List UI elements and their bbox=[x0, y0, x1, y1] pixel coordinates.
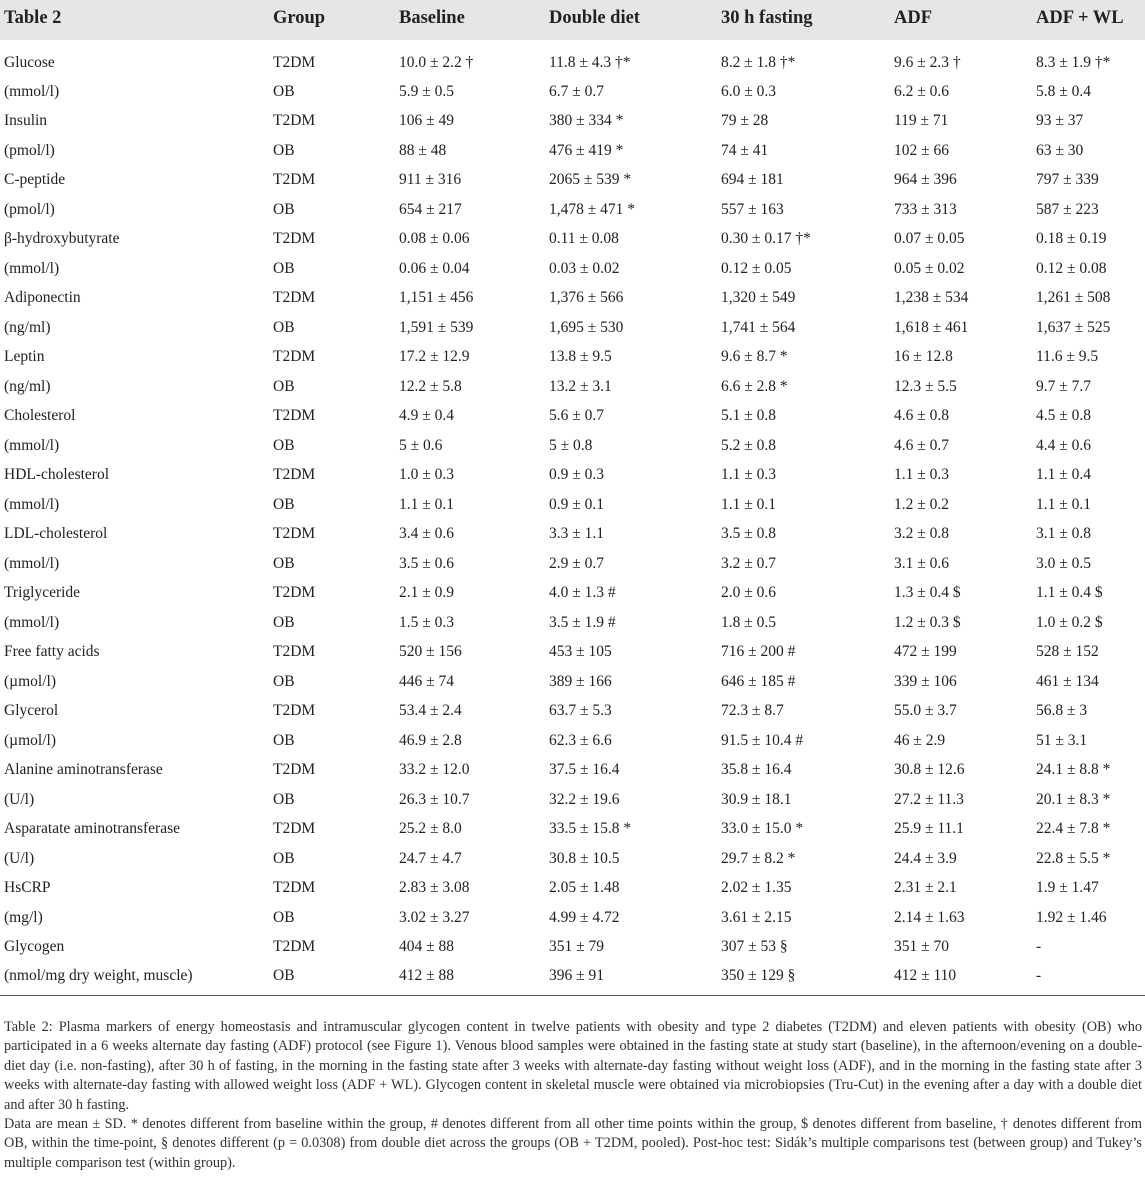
caption-description-text: Table 2: Plasma markers of energy homeostasis and intramuscular glycogen content in twelve patients with obesity and type 2 diabetes (T2DM) and eleven patients with obesity (OB) who participated in a 6 weeks alternate day fasting (ADF) protocol (see Figure 1). Venous blood samples were obtained in the fasting state at study start (baseline), in the afternoon/evening on a double-diet day (i.e. non-fasting), after 30 h of fasting, in the morning in the fasting state after 3 weeks with alternate-day fasting without weight loss (ADF), and in the morning in the fasting state after 3 weeks with alternate-day fasting with allowed weight loss (ADF + WL). Glycogen content in skeletal muscle were obtained via microbiopsies (Tru-Cut) in the evening after a day with a double diet and after 30 h fasting. bbox=[4, 1019, 1142, 1113]
adf-wl-cell: 3.0 ± 0.5 bbox=[1036, 554, 1092, 572]
table-row bbox=[0, 903, 1145, 933]
double-diet-cell: 2.05 ± 1.48 bbox=[549, 879, 620, 897]
marker-cell: Leptin bbox=[4, 348, 45, 366]
adf-cell: 3.2 ± 0.8 bbox=[894, 525, 950, 543]
table-row bbox=[0, 40, 1145, 77]
double-diet-cell: 3.5 ± 1.9 # bbox=[549, 613, 616, 631]
adf-cell: 472 ± 199 bbox=[894, 643, 957, 661]
double-diet-cell: 4.0 ± 1.3 # bbox=[549, 584, 616, 602]
table-row bbox=[0, 431, 1145, 461]
fasting-30h-cell: 79 ± 28 bbox=[721, 112, 769, 130]
baseline-cell: 1,151 ± 456 bbox=[399, 289, 474, 307]
double-diet-cell: 11.8 ± 4.3 †* bbox=[549, 53, 631, 71]
adf-wl-cell: 11.6 ± 9.5 bbox=[1036, 348, 1099, 366]
baseline-cell: 46.9 ± 2.8 bbox=[399, 731, 462, 749]
marker-cell: Glycogen bbox=[4, 938, 65, 956]
table-header-row bbox=[0, 0, 1145, 40]
table-row bbox=[0, 107, 1145, 137]
fasting-30h-cell: 30.9 ± 18.1 bbox=[721, 790, 792, 808]
table-row bbox=[0, 77, 1145, 107]
fasting-30h-cell: 716 ± 200 # bbox=[721, 643, 796, 661]
header-double-diet: Double diet bbox=[549, 8, 640, 28]
double-diet-cell: 3.3 ± 1.1 bbox=[549, 525, 605, 543]
group-cell: T2DM bbox=[273, 289, 316, 307]
double-diet-cell: 37.5 ± 16.4 bbox=[549, 761, 620, 779]
group-cell: OB bbox=[273, 141, 295, 159]
double-diet-cell: 476 ± 419 * bbox=[549, 141, 624, 159]
group-cell: T2DM bbox=[273, 112, 316, 130]
adf-wl-cell: 0.12 ± 0.08 bbox=[1036, 259, 1107, 277]
double-diet-cell: 1,376 ± 566 bbox=[549, 289, 624, 307]
adf-cell: 2.14 ± 1.63 bbox=[894, 908, 965, 926]
baseline-cell: 911 ± 316 bbox=[399, 171, 462, 189]
marker-cell: Cholesterol bbox=[4, 407, 76, 425]
marker-cell: (U/l) bbox=[4, 849, 35, 867]
marker-cell: (pmol/l) bbox=[4, 141, 55, 159]
table-row bbox=[0, 756, 1145, 786]
double-diet-cell: 453 ± 105 bbox=[549, 643, 612, 661]
adf-wl-cell: 22.8 ± 5.5 * bbox=[1036, 849, 1111, 867]
baseline-cell: 17.2 ± 12.9 bbox=[399, 348, 470, 366]
baseline-cell: 1.0 ± 0.3 bbox=[399, 466, 455, 484]
baseline-cell: 24.7 ± 4.7 bbox=[399, 849, 462, 867]
table-row bbox=[0, 195, 1145, 225]
adf-wl-cell: - bbox=[1036, 938, 1042, 956]
group-cell: OB bbox=[273, 613, 295, 631]
baseline-cell: 33.2 ± 12.0 bbox=[399, 761, 470, 779]
marker-cell: (ng/ml) bbox=[4, 318, 51, 336]
double-diet-cell: 0.03 ± 0.02 bbox=[549, 259, 620, 277]
fasting-30h-cell: 9.6 ± 8.7 * bbox=[721, 348, 788, 366]
group-cell: OB bbox=[273, 908, 295, 926]
double-diet-cell: 1,478 ± 471 * bbox=[549, 200, 636, 218]
group-cell: T2DM bbox=[273, 525, 316, 543]
baseline-cell: 12.2 ± 5.8 bbox=[399, 377, 462, 395]
double-diet-cell: 32.2 ± 19.6 bbox=[549, 790, 620, 808]
table-row bbox=[0, 402, 1145, 432]
fasting-30h-cell: 646 ± 185 # bbox=[721, 672, 796, 690]
fasting-30h-cell: 1.1 ± 0.1 bbox=[721, 495, 777, 513]
fasting-30h-cell: 3.5 ± 0.8 bbox=[721, 525, 777, 543]
marker-cell: Alanine aminotransferase bbox=[4, 761, 163, 779]
group-cell: T2DM bbox=[273, 171, 316, 189]
fasting-30h-cell: 6.0 ± 0.3 bbox=[721, 82, 777, 100]
fasting-30h-cell: 1.1 ± 0.3 bbox=[721, 466, 777, 484]
group-cell: OB bbox=[273, 200, 295, 218]
adf-cell: 1.2 ± 0.2 bbox=[894, 495, 950, 513]
marker-cell: Triglyceride bbox=[4, 584, 81, 602]
table-row bbox=[0, 490, 1145, 520]
group-cell: OB bbox=[273, 318, 295, 336]
table-row bbox=[0, 343, 1145, 373]
header-adf-wl: ADF + WL bbox=[1036, 8, 1124, 28]
adf-cell: 339 ± 106 bbox=[894, 672, 957, 690]
double-diet-cell: 2065 ± 539 * bbox=[549, 171, 632, 189]
marker-cell: HDL-cholesterol bbox=[4, 466, 110, 484]
adf-wl-cell: 5.8 ± 0.4 bbox=[1036, 82, 1092, 100]
baseline-cell: 446 ± 74 bbox=[399, 672, 455, 690]
adf-wl-cell: 3.1 ± 0.8 bbox=[1036, 525, 1092, 543]
double-diet-cell: 5.6 ± 0.7 bbox=[549, 407, 605, 425]
group-cell: OB bbox=[273, 436, 295, 454]
fasting-30h-cell: 91.5 ± 10.4 # bbox=[721, 731, 804, 749]
adf-wl-cell: 4.5 ± 0.8 bbox=[1036, 407, 1092, 425]
marker-cell: β-hydroxybutyrate bbox=[4, 230, 120, 248]
header-group: Group bbox=[273, 8, 326, 28]
baseline-cell: 3.5 ± 0.6 bbox=[399, 554, 455, 572]
fasting-30h-cell: 350 ± 129 § bbox=[717, 962, 890, 995]
baseline-cell: 3.02 ± 3.27 bbox=[399, 908, 470, 926]
marker-cell: (mmol/l) bbox=[4, 613, 60, 631]
adf-cell: 30.8 ± 12.6 bbox=[894, 761, 965, 779]
fasting-30h-cell: 5.2 ± 0.8 bbox=[721, 436, 777, 454]
table-row bbox=[0, 785, 1145, 815]
double-diet-cell: 5 ± 0.8 bbox=[549, 436, 593, 454]
group-cell: T2DM bbox=[273, 348, 316, 366]
marker-cell: (U/l) bbox=[4, 790, 35, 808]
header-baseline: Baseline bbox=[399, 8, 465, 28]
baseline-cell: 106 ± 49 bbox=[399, 112, 455, 130]
baseline-cell: 5 ± 0.6 bbox=[399, 436, 443, 454]
adf-cell: 25.9 ± 11.1 bbox=[894, 820, 964, 838]
adf-wl-cell: 24.1 ± 8.8 * bbox=[1036, 761, 1111, 779]
header-adf: ADF bbox=[894, 8, 933, 28]
group-cell: T2DM bbox=[273, 702, 316, 720]
double-diet-cell: 351 ± 79 bbox=[549, 938, 605, 956]
adf-wl-cell: 22.4 ± 7.8 * bbox=[1036, 820, 1111, 838]
caption-notes bbox=[4, 1115, 1142, 1173]
group-cell: OB bbox=[273, 82, 295, 100]
adf-cell: 12.3 ± 5.5 bbox=[894, 377, 957, 395]
adf-cell: 1.2 ± 0.3 $ bbox=[894, 613, 961, 631]
group-cell: T2DM bbox=[273, 230, 316, 248]
table-row bbox=[0, 549, 1145, 579]
marker-cell: Adiponectin bbox=[4, 289, 81, 307]
table-caption bbox=[4, 1018, 1142, 1173]
adf-cell: 1,618 ± 461 bbox=[894, 318, 969, 336]
adf-cell: 0.05 ± 0.02 bbox=[894, 259, 965, 277]
group-cell: T2DM bbox=[273, 643, 316, 661]
adf-wl-cell: 4.4 ± 0.6 bbox=[1036, 436, 1092, 454]
fasting-30h-cell: 2.0 ± 0.6 bbox=[721, 584, 777, 602]
baseline-cell: 404 ± 88 bbox=[399, 938, 455, 956]
header-30h-fasting: 30 h fasting bbox=[721, 8, 813, 28]
adf-wl-cell: 1.1 ± 0.4 $ bbox=[1036, 584, 1103, 602]
table-row bbox=[0, 844, 1145, 874]
caption-notes-text: Data are mean ± SD. * denotes different from baseline within the group, # denotes different from all other time points within the group, $ denotes different from baseline, † denotes different from OB, within the time-point, § denotes different (p = 0.0308) from double diet across the groups (OB + T2DM, pooled). Post-hoc test: Sidák’s multiple comparisons test (between group) and Tukey’s multiple comparison test (within group). bbox=[4, 1116, 1142, 1171]
adf-wl-cell: 1.92 ± 1.46 bbox=[1036, 908, 1107, 926]
group-cell: OB bbox=[273, 790, 295, 808]
header-table-label: Table 2 bbox=[4, 8, 62, 28]
marker-cell: HsCRP bbox=[4, 879, 51, 897]
baseline-cell: 88 ± 48 bbox=[399, 141, 447, 159]
adf-wl-cell: 93 ± 37 bbox=[1036, 112, 1084, 130]
double-diet-cell: 389 ± 166 bbox=[549, 672, 612, 690]
baseline-cell: 1,591 ± 539 bbox=[399, 318, 474, 336]
baseline-cell: 1.5 ± 0.3 bbox=[399, 613, 455, 631]
adf-wl-cell: 1.9 ± 1.47 bbox=[1036, 879, 1099, 897]
double-diet-cell: 63.7 ± 5.3 bbox=[549, 702, 612, 720]
adf-wl-cell: 1.1 ± 0.4 bbox=[1036, 466, 1092, 484]
adf-cell: 119 ± 71 bbox=[894, 112, 949, 130]
fasting-30h-cell: 1,320 ± 549 bbox=[721, 289, 796, 307]
fasting-30h-cell: 5.1 ± 0.8 bbox=[721, 407, 777, 425]
adf-wl-cell: 797 ± 339 bbox=[1036, 171, 1099, 189]
marker-cell: (mmol/l) bbox=[4, 82, 60, 100]
marker-cell: (µmol/l) bbox=[4, 731, 56, 749]
group-cell: T2DM bbox=[273, 466, 316, 484]
baseline-cell: 0.08 ± 0.06 bbox=[399, 230, 470, 248]
baseline-cell: 520 ± 156 bbox=[399, 643, 462, 661]
marker-cell: Insulin bbox=[4, 112, 48, 130]
adf-wl-cell: 0.18 ± 0.19 bbox=[1036, 230, 1107, 248]
table-row bbox=[0, 579, 1145, 609]
baseline-cell: 53.4 ± 2.4 bbox=[399, 702, 462, 720]
adf-cell: 0.07 ± 0.05 bbox=[894, 230, 965, 248]
baseline-cell: 2.83 ± 3.08 bbox=[399, 879, 470, 897]
group-cell: T2DM bbox=[273, 761, 316, 779]
baseline-cell: 25.2 ± 8.0 bbox=[399, 820, 462, 838]
double-diet-cell: 4.99 ± 4.72 bbox=[549, 908, 620, 926]
baseline-cell: 1.1 ± 0.1 bbox=[399, 495, 455, 513]
marker-cell: Free fatty acids bbox=[4, 643, 100, 661]
adf-wl-cell: 528 ± 152 bbox=[1036, 643, 1099, 661]
group-cell: T2DM bbox=[273, 938, 316, 956]
baseline-cell: 3.4 ± 0.6 bbox=[399, 525, 455, 543]
adf-cell: 46 ± 2.9 bbox=[894, 731, 946, 749]
double-diet-cell: 0.11 ± 0.08 bbox=[549, 230, 619, 248]
marker-cell: Glucose bbox=[4, 53, 55, 71]
table-row bbox=[0, 638, 1145, 668]
adf-cell: 412 ± 110 bbox=[890, 962, 1032, 995]
adf-wl-cell: 587 ± 223 bbox=[1036, 200, 1099, 218]
adf-wl-cell: 20.1 ± 8.3 * bbox=[1036, 790, 1111, 808]
adf-wl-cell: 1,637 ± 525 bbox=[1036, 318, 1111, 336]
fasting-30h-cell: 3.61 ± 2.15 bbox=[721, 908, 792, 926]
caption-description bbox=[4, 1018, 1142, 1115]
baseline-cell: 412 ± 88 bbox=[395, 962, 545, 995]
table-row bbox=[0, 667, 1145, 697]
adf-wl-cell: 51 ± 3.1 bbox=[1036, 731, 1088, 749]
table-row bbox=[0, 815, 1145, 845]
marker-cell: (ng/ml) bbox=[4, 377, 51, 395]
adf-cell: 6.2 ± 0.6 bbox=[894, 82, 950, 100]
double-diet-cell: 62.3 ± 6.6 bbox=[549, 731, 612, 749]
adf-cell: 1.3 ± 0.4 $ bbox=[894, 584, 961, 602]
fasting-30h-cell: 35.8 ± 16.4 bbox=[721, 761, 792, 779]
fasting-30h-cell: 29.7 ± 8.2 * bbox=[721, 849, 796, 867]
double-diet-cell: 2.9 ± 0.7 bbox=[549, 554, 605, 572]
double-diet-cell: 1,695 ± 530 bbox=[549, 318, 624, 336]
double-diet-cell: 33.5 ± 15.8 * bbox=[549, 820, 632, 838]
marker-cell: (mmol/l) bbox=[4, 259, 60, 277]
adf-cell: 2.31 ± 2.1 bbox=[894, 879, 957, 897]
fasting-30h-cell: 694 ± 181 bbox=[721, 171, 784, 189]
table-row bbox=[0, 874, 1145, 904]
double-diet-cell: 30.8 ± 10.5 bbox=[549, 849, 620, 867]
group-cell: OB bbox=[273, 554, 295, 572]
table-row bbox=[0, 520, 1145, 550]
fasting-30h-cell: 1,741 ± 564 bbox=[721, 318, 796, 336]
adf-wl-cell: 461 ± 134 bbox=[1036, 672, 1099, 690]
fasting-30h-cell: 3.2 ± 0.7 bbox=[721, 554, 777, 572]
adf-wl-cell: 56.8 ± 3 bbox=[1036, 702, 1088, 720]
baseline-cell: 10.0 ± 2.2 † bbox=[399, 53, 474, 71]
adf-wl-cell: 63 ± 30 bbox=[1036, 141, 1084, 159]
marker-cell: (mmol/l) bbox=[4, 495, 60, 513]
adf-cell: 9.6 ± 2.3 † bbox=[894, 53, 961, 71]
marker-cell: (nmol/mg dry weight, muscle) bbox=[0, 962, 269, 995]
table-row bbox=[0, 697, 1145, 727]
table-row bbox=[0, 726, 1145, 756]
fasting-30h-cell: 8.2 ± 1.8 †* bbox=[721, 53, 796, 71]
double-diet-cell: 0.9 ± 0.1 bbox=[549, 495, 605, 513]
baseline-cell: 26.3 ± 10.7 bbox=[399, 790, 470, 808]
group-cell: OB bbox=[273, 377, 295, 395]
group-cell: OB bbox=[273, 495, 295, 513]
double-diet-cell: 13.8 ± 9.5 bbox=[549, 348, 612, 366]
marker-cell: (pmol/l) bbox=[4, 200, 55, 218]
baseline-cell: 4.9 ± 0.4 bbox=[399, 407, 455, 425]
double-diet-cell: 0.9 ± 0.3 bbox=[549, 466, 605, 484]
fasting-30h-cell: 307 ± 53 § bbox=[721, 938, 788, 956]
adf-cell: 1.1 ± 0.3 bbox=[894, 466, 950, 484]
table-row bbox=[0, 372, 1145, 402]
fasting-30h-cell: 72.3 ± 8.7 bbox=[721, 702, 784, 720]
table-row bbox=[0, 962, 1145, 995]
fasting-30h-cell: 2.02 ± 1.35 bbox=[721, 879, 792, 897]
table-row bbox=[0, 225, 1145, 255]
group-cell: OB bbox=[273, 672, 295, 690]
marker-cell: Asparatate aminotransferase bbox=[4, 820, 181, 838]
baseline-cell: 654 ± 217 bbox=[399, 200, 462, 218]
adf-cell: 55.0 ± 3.7 bbox=[894, 702, 957, 720]
fasting-30h-cell: 557 ± 163 bbox=[721, 200, 784, 218]
adf-cell: 351 ± 70 bbox=[894, 938, 950, 956]
double-diet-cell: 13.2 ± 3.1 bbox=[549, 377, 612, 395]
marker-cell: LDL-cholesterol bbox=[4, 525, 108, 543]
adf-wl-cell: 1.1 ± 0.1 bbox=[1036, 495, 1092, 513]
group-cell: T2DM bbox=[273, 407, 316, 425]
group-cell: T2DM bbox=[273, 820, 316, 838]
group-cell: T2DM bbox=[273, 584, 316, 602]
marker-cell: (mmol/l) bbox=[4, 554, 60, 572]
adf-cell: 24.4 ± 3.9 bbox=[894, 849, 957, 867]
double-diet-cell: 6.7 ± 0.7 bbox=[549, 82, 605, 100]
group-cell: OB bbox=[269, 962, 395, 995]
group-cell: OB bbox=[273, 259, 295, 277]
fasting-30h-cell: 6.6 ± 2.8 * bbox=[721, 377, 788, 395]
baseline-cell: 5.9 ± 0.5 bbox=[399, 82, 455, 100]
fasting-30h-cell: 0.30 ± 0.17 †* bbox=[721, 230, 811, 248]
marker-cell: C-peptide bbox=[4, 171, 66, 189]
group-cell: OB bbox=[273, 849, 295, 867]
table-body bbox=[0, 40, 1145, 995]
adf-wl-cell: 1,261 ± 508 bbox=[1036, 289, 1111, 307]
marker-cell: Glycerol bbox=[4, 702, 59, 720]
adf-cell: 4.6 ± 0.7 bbox=[894, 436, 950, 454]
adf-cell: 27.2 ± 11.3 bbox=[894, 790, 964, 808]
marker-cell: (mmol/l) bbox=[4, 436, 60, 454]
marker-cell: (mg/l) bbox=[4, 908, 43, 926]
adf-cell: 3.1 ± 0.6 bbox=[894, 554, 950, 572]
table-row bbox=[0, 608, 1145, 638]
fasting-30h-cell: 0.12 ± 0.05 bbox=[721, 259, 792, 277]
adf-cell: 4.6 ± 0.8 bbox=[894, 407, 950, 425]
adf-cell: 964 ± 396 bbox=[894, 171, 957, 189]
table-row bbox=[0, 254, 1145, 284]
adf-cell: 102 ± 66 bbox=[894, 141, 950, 159]
marker-cell: (µmol/l) bbox=[4, 672, 56, 690]
table-row bbox=[0, 933, 1145, 963]
adf-wl-cell: 1.0 ± 0.2 $ bbox=[1036, 613, 1103, 631]
group-cell: T2DM bbox=[273, 879, 316, 897]
adf-cell: 733 ± 313 bbox=[894, 200, 957, 218]
group-cell: OB bbox=[273, 731, 295, 749]
group-cell: T2DM bbox=[273, 53, 316, 71]
double-diet-cell: 380 ± 334 * bbox=[549, 112, 624, 130]
baseline-cell: 2.1 ± 0.9 bbox=[399, 584, 455, 602]
table-row bbox=[0, 136, 1145, 166]
fasting-30h-cell: 74 ± 41 bbox=[721, 141, 769, 159]
adf-wl-cell: 9.7 ± 7.7 bbox=[1036, 377, 1092, 395]
adf-wl-cell: - bbox=[1032, 962, 1145, 995]
double-diet-cell: 396 ± 91 bbox=[545, 962, 717, 995]
fasting-30h-cell: 33.0 ± 15.0 * bbox=[721, 820, 804, 838]
adf-cell: 1,238 ± 534 bbox=[894, 289, 969, 307]
adf-wl-cell: 8.3 ± 1.9 †* bbox=[1036, 53, 1111, 71]
adf-cell: 16 ± 12.8 bbox=[894, 348, 953, 366]
table-row bbox=[0, 313, 1145, 343]
fasting-30h-cell: 1.8 ± 0.5 bbox=[721, 613, 777, 631]
table-row bbox=[0, 461, 1145, 491]
table-row bbox=[0, 166, 1145, 196]
table-row bbox=[0, 284, 1145, 314]
baseline-cell: 0.06 ± 0.04 bbox=[399, 259, 470, 277]
